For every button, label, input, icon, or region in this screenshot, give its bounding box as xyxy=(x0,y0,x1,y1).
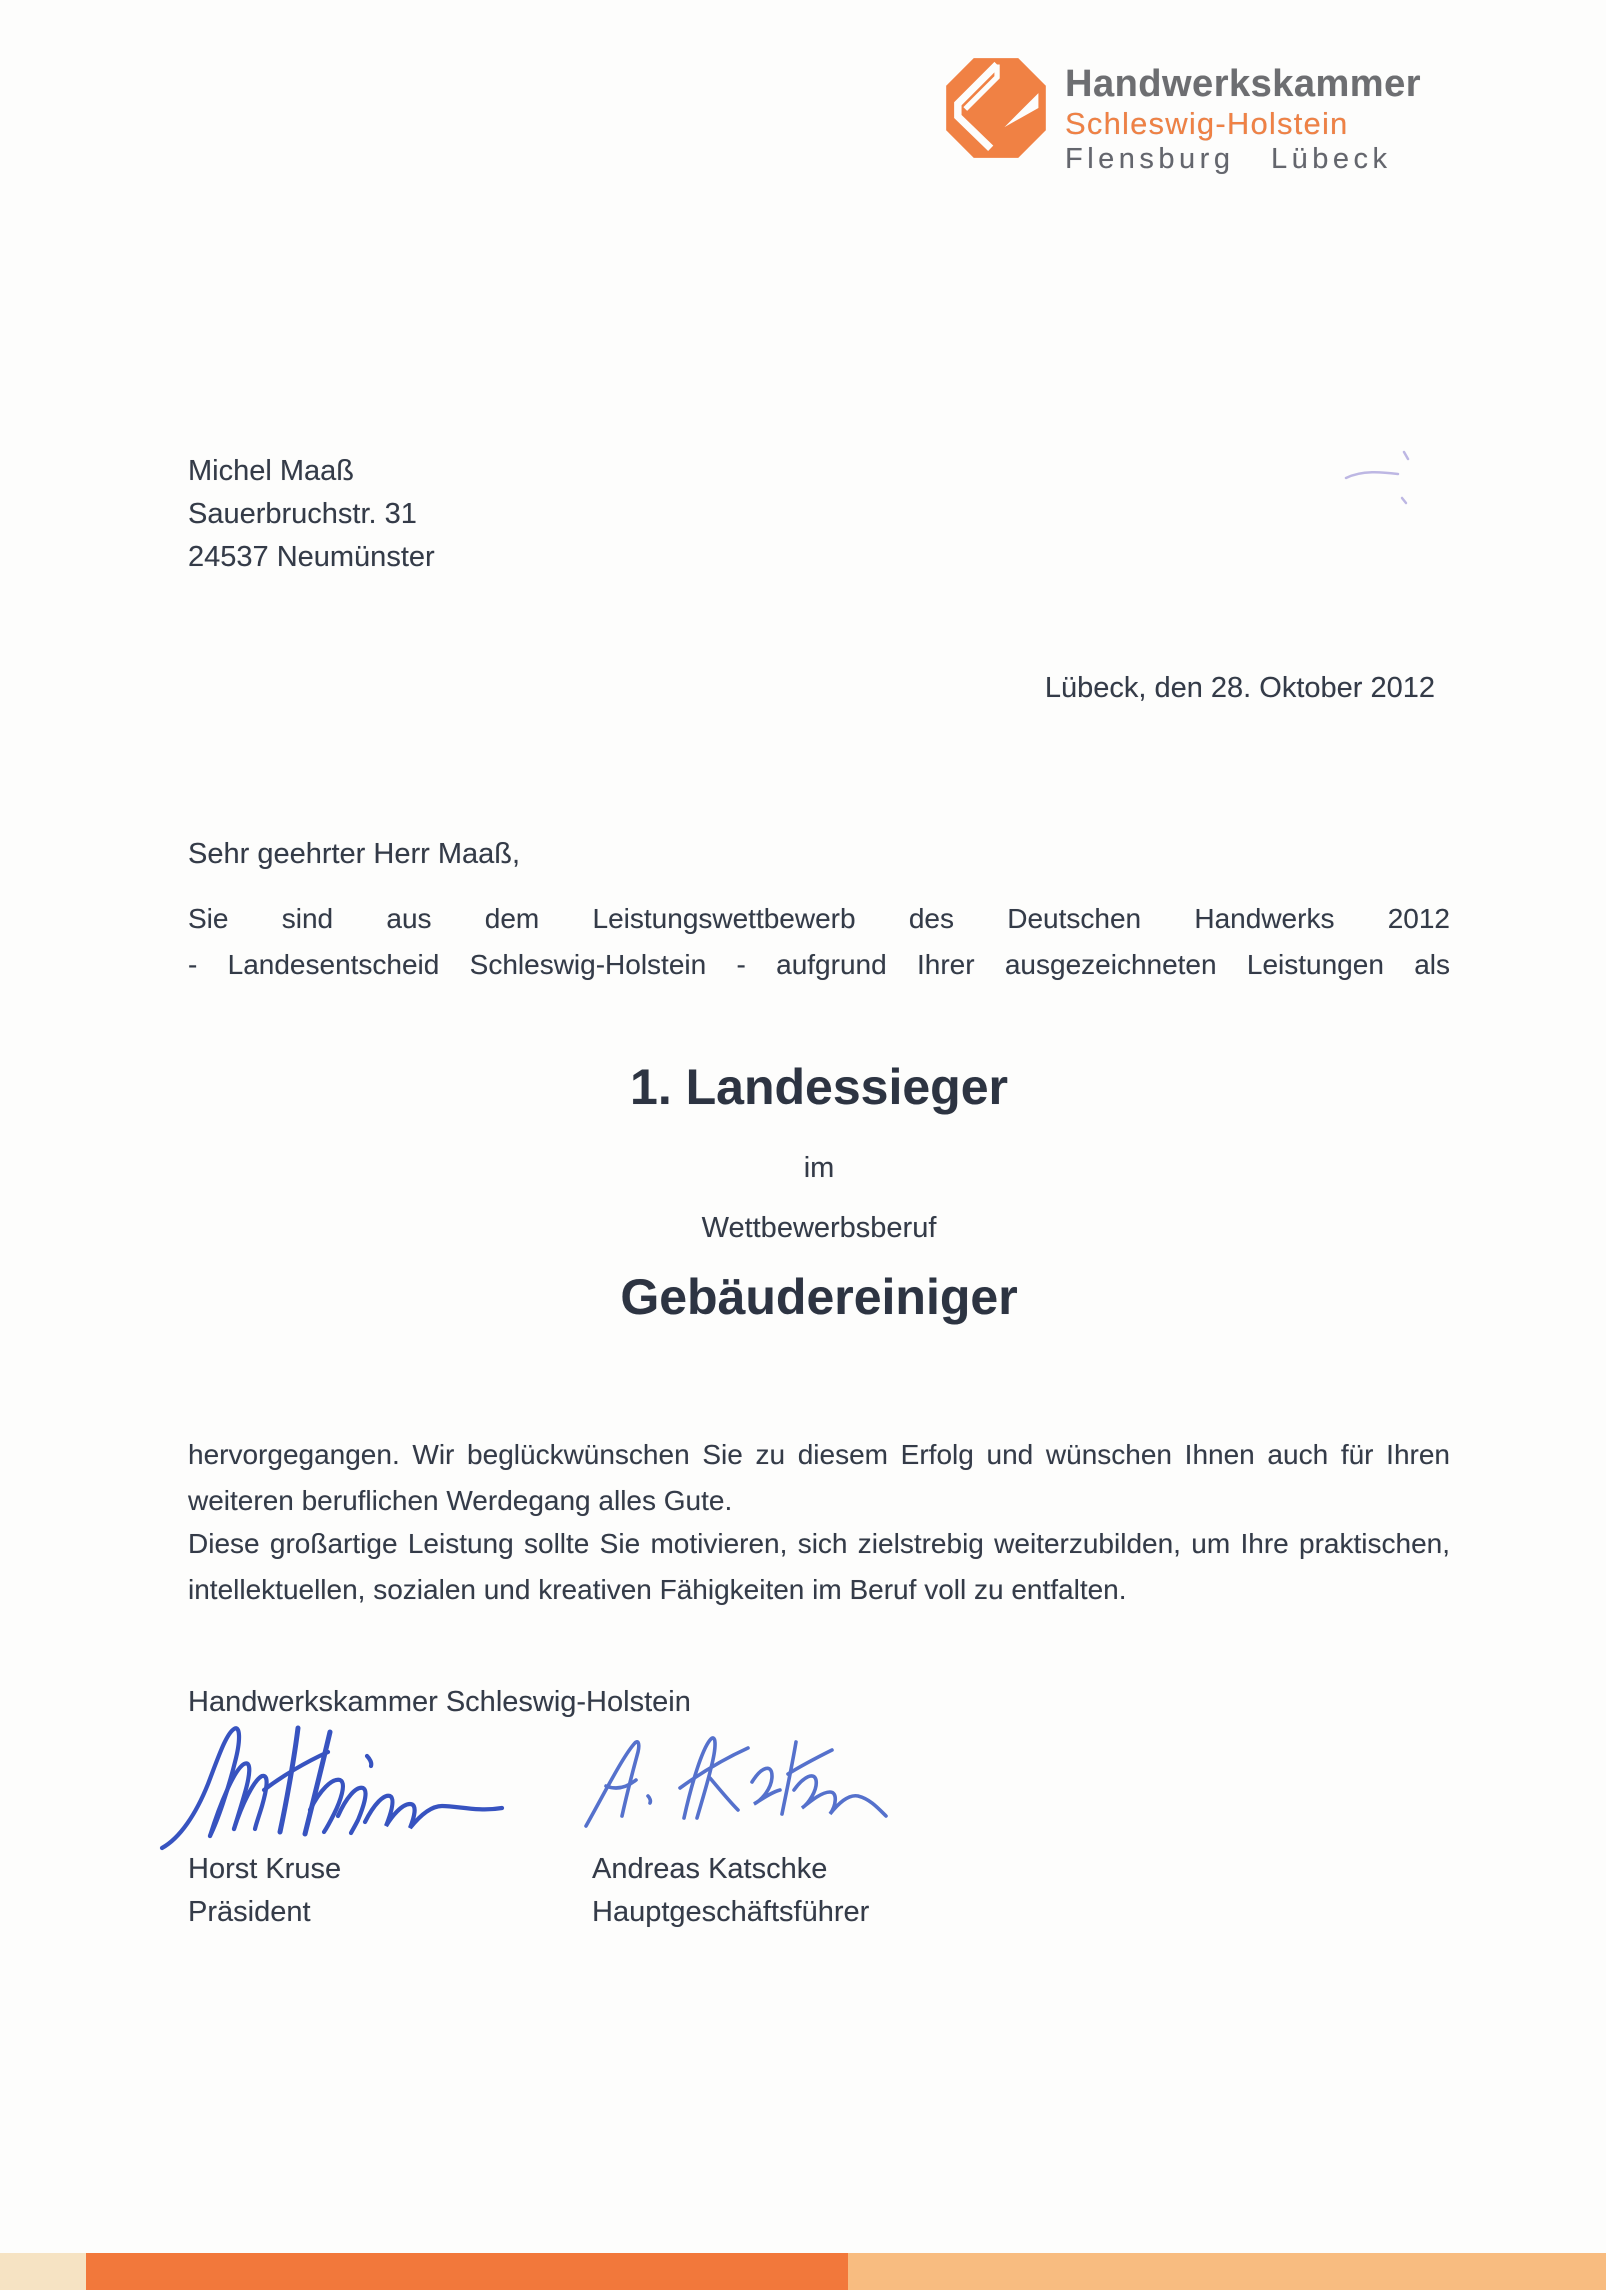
logo-org-name: Handwerkskammer xyxy=(1065,63,1422,105)
intro-paragraph xyxy=(188,896,1450,988)
signatory-left-name: Horst Kruse xyxy=(188,1853,342,1885)
signatory-right xyxy=(592,1848,869,1934)
date-line: Lübeck, den 28. Oktober 2012 xyxy=(1044,672,1435,704)
signatory-right-title: Hauptgeschäftsführer xyxy=(592,1896,870,1928)
signature-horst-kruse xyxy=(158,1716,510,1860)
recipient-street: Sauerbruchstr. 31 xyxy=(188,498,417,530)
letterhead-logo xyxy=(943,55,1421,174)
salutation: Sehr geehrter Herr Maaß, xyxy=(188,838,521,870)
signatory-right-name: Andreas Katschke xyxy=(592,1853,828,1885)
letterhead-logo-text xyxy=(1065,55,1421,174)
congrats-paragraph xyxy=(188,1432,1450,1524)
award-title: 1. Landessieger xyxy=(630,1059,1008,1115)
award-profession: Gebäudereiniger xyxy=(620,1269,1018,1325)
award-category-label: Wettbewerbsberuf xyxy=(701,1212,937,1244)
motivation-line-2: intellektuellen, sozialen und kreativen Fähigkeiten im Beruf voll zu entfalten. xyxy=(188,1574,1127,1605)
footer-bar-light-segment xyxy=(848,2253,1606,2290)
recipient-name: Michel Maaß xyxy=(188,455,354,487)
intro-line-1: Sie sind aus dem Leistungswettbewerb des Deutschen Handwerks 2012 xyxy=(188,903,1450,934)
handwerkskammer-octagon-icon xyxy=(943,55,1049,161)
congrats-line-1: hervorgegangen. Wir beglückwünschen Sie zu diesem Erfolg und wünschen Ihnen auch für Ihren xyxy=(188,1439,1450,1470)
motivation-paragraph xyxy=(188,1521,1450,1613)
signature-andreas-katschke xyxy=(580,1728,898,1840)
pen-mark-artifact xyxy=(1340,440,1450,515)
footer-bar-cream-segment xyxy=(0,2253,86,2290)
recipient-address xyxy=(188,450,435,579)
sender-organisation: Handwerkskammer Schleswig-Holstein xyxy=(188,1686,691,1718)
congrats-line-2: weiteren beruflichen Werdegang alles Gute. xyxy=(188,1485,733,1516)
logo-cities: Flensburg Lübeck xyxy=(1065,143,1392,175)
signatory-left xyxy=(188,1848,341,1934)
logo-region-name: Schleswig-Holstein xyxy=(1065,106,1349,141)
footer-bar-orange-segment xyxy=(86,2253,848,2290)
recipient-city: 24537 Neumünster xyxy=(188,541,435,573)
signatory-left-title: Präsident xyxy=(188,1896,311,1928)
intro-line-2: - Landesentscheid Schleswig-Holstein - aufgrund Ihrer ausgezeichneten Leistungen als xyxy=(188,949,1450,980)
award-connector: im xyxy=(803,1152,835,1184)
motivation-line-1: Diese großartige Leistung sollte Sie motivieren, sich zielstrebig weiterzubilden, um Ihre praktischen, xyxy=(188,1528,1450,1559)
